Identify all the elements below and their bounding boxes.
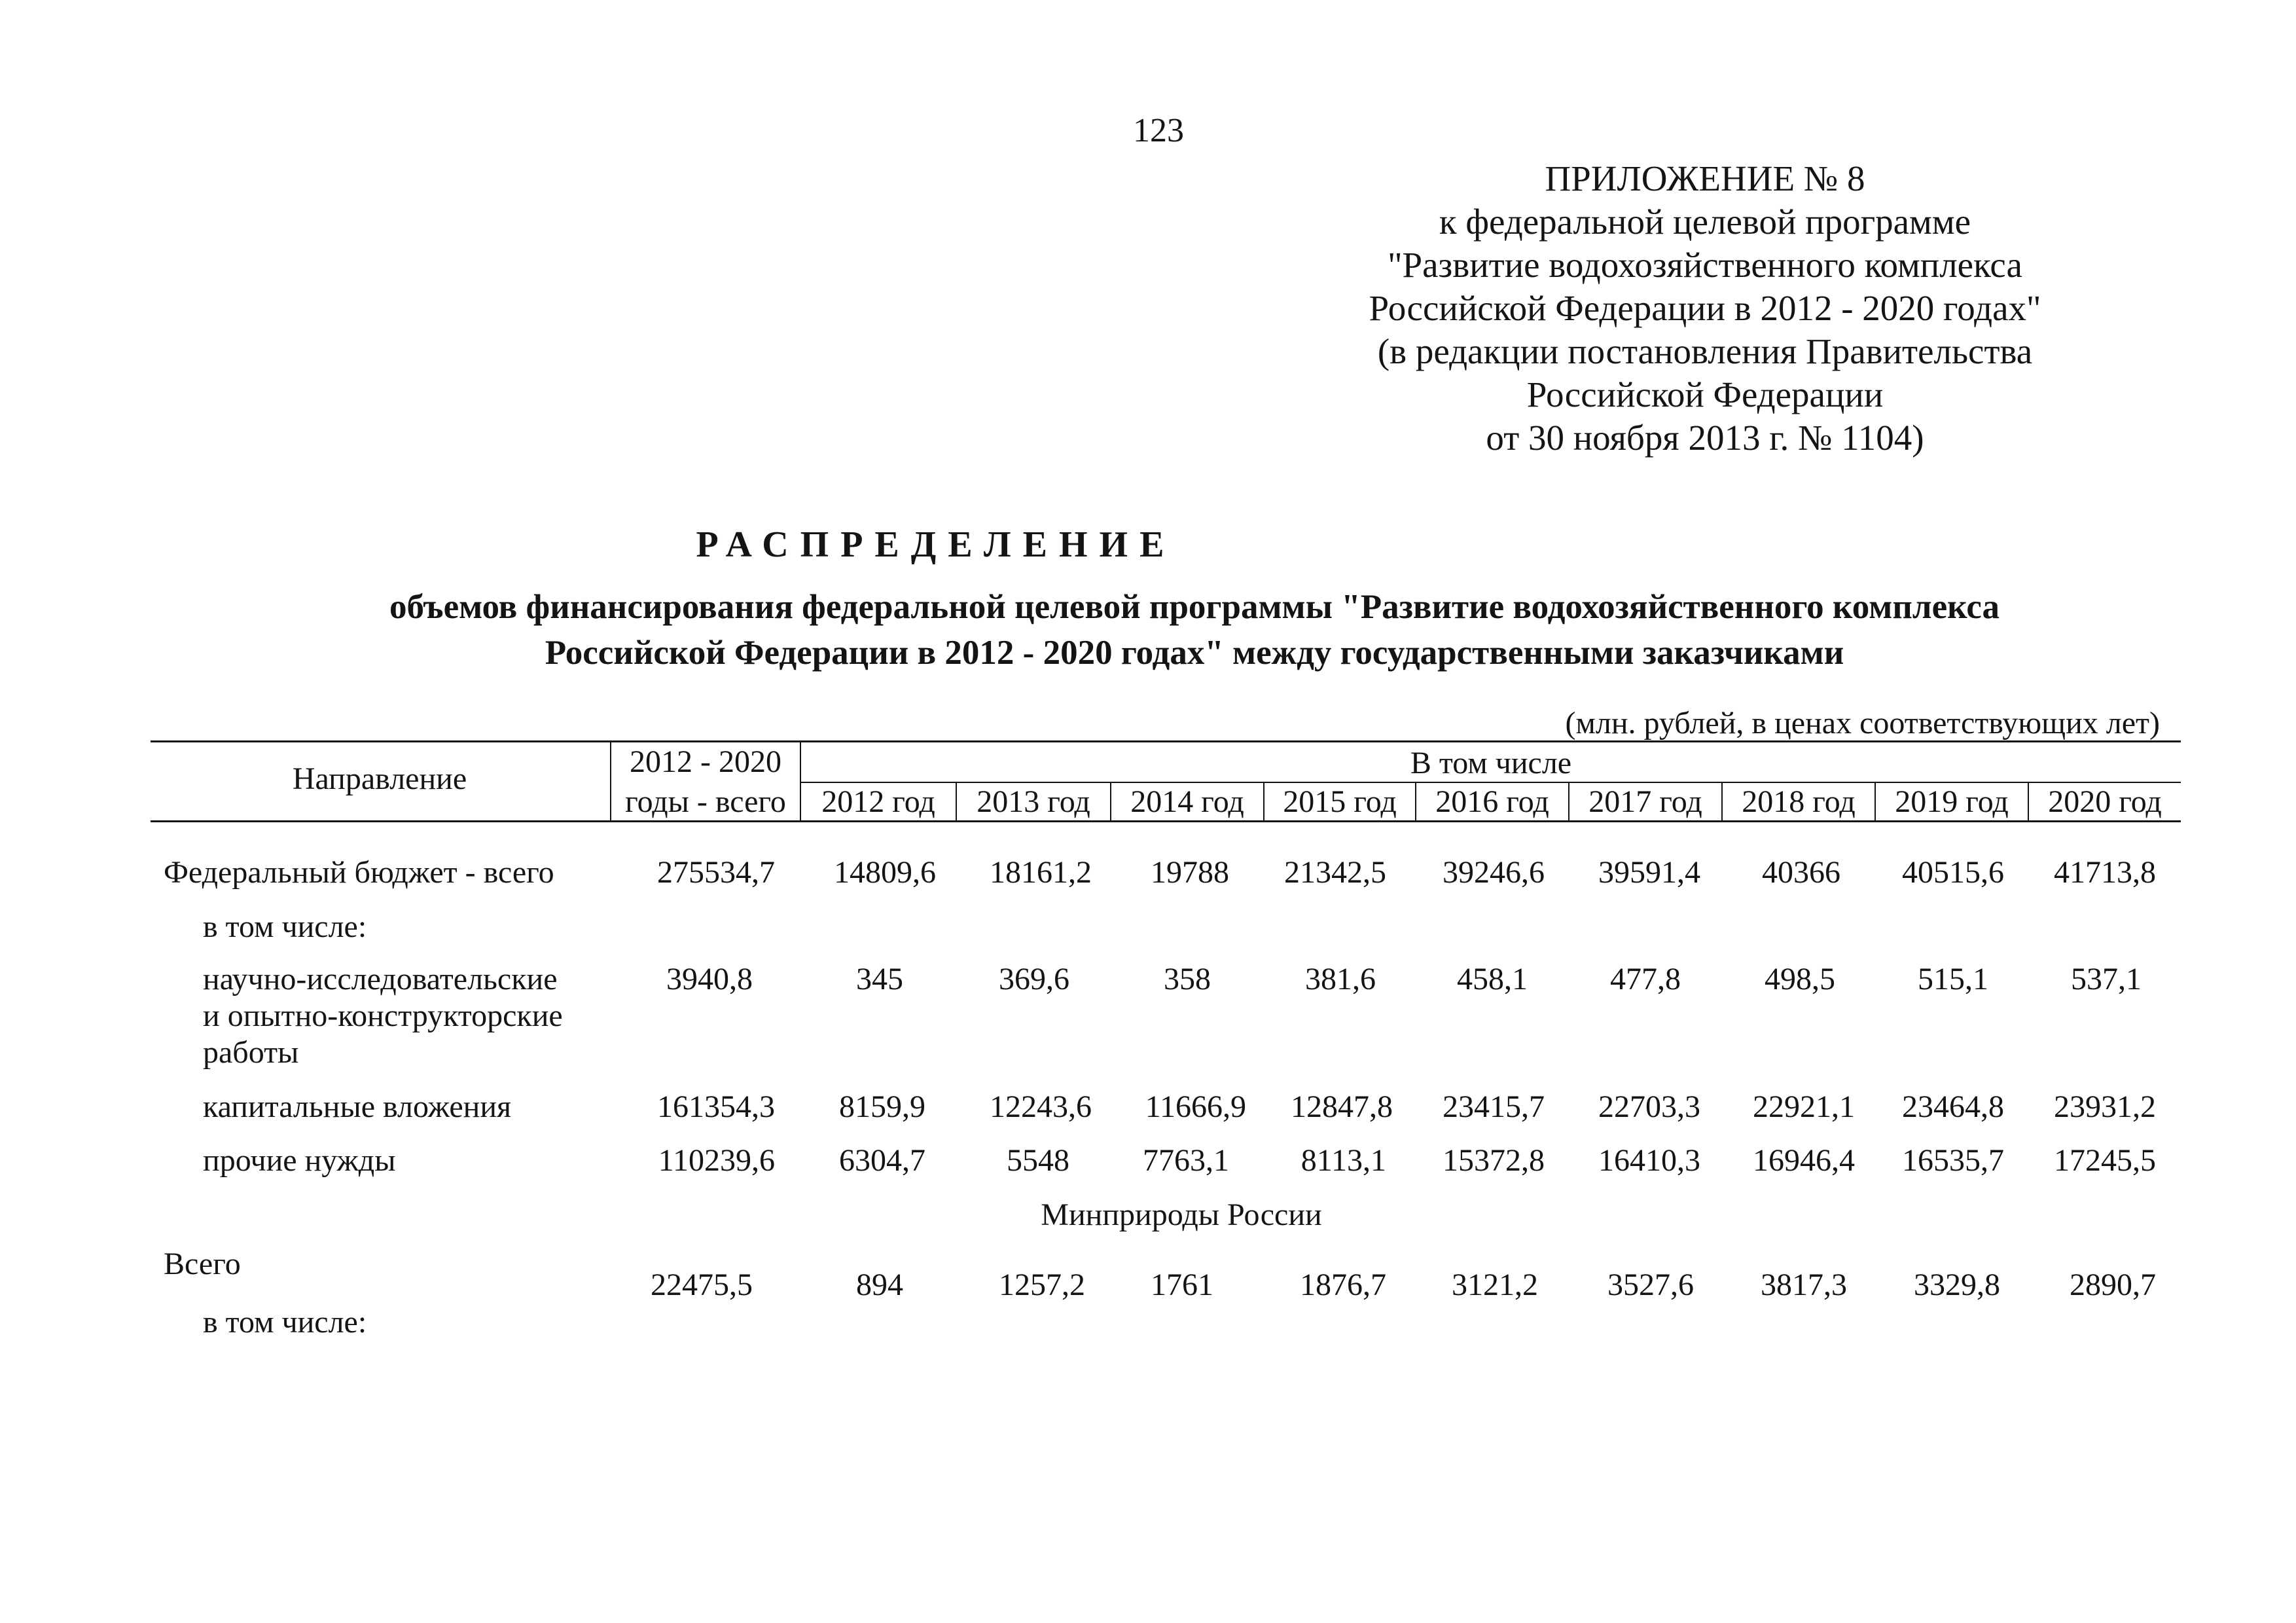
header-year: 2019 год xyxy=(1895,784,2009,819)
header-year: 2020 год xyxy=(2048,784,2162,819)
row-value: 8159,9 xyxy=(839,1089,925,1124)
header-year: 2015 год xyxy=(1283,784,1397,819)
row-label xyxy=(203,961,563,1071)
section-heading: Минприроды России xyxy=(1041,1197,1322,1232)
row-value: 1876,7 xyxy=(1300,1267,1386,1302)
row-value: 3121,2 xyxy=(1452,1267,1538,1302)
row-value: 358 xyxy=(1164,962,1211,996)
row-label: прочие нужды xyxy=(203,1143,396,1178)
table-top-rule xyxy=(151,740,2181,742)
appendix-line: Российской Федерации в 2012 - 2020 годах" xyxy=(1369,288,2041,328)
row-label-line: научно-исследовательские xyxy=(203,962,558,996)
row-value: 39591,4 xyxy=(1598,855,1700,890)
row-total: 3940,8 xyxy=(666,962,753,996)
row-value: 1761 xyxy=(1151,1267,1213,1302)
row-value: 16410,3 xyxy=(1598,1143,1700,1178)
row-value: 12847,8 xyxy=(1291,1089,1393,1124)
subtitle-line: объемов финансирования федеральной целевой программы "Развитие водохозяйственного комплекса xyxy=(389,588,2000,626)
row-value: 23464,8 xyxy=(1902,1089,2004,1124)
row-value: 3329,8 xyxy=(1914,1267,2000,1302)
row-label: Всего xyxy=(164,1247,241,1281)
row-value: 477,8 xyxy=(1610,962,1681,996)
row-value: 894 xyxy=(856,1267,903,1302)
header-year: 2012 год xyxy=(821,784,935,819)
row-value: 21342,5 xyxy=(1284,855,1386,890)
row-label: в том числе: xyxy=(203,909,367,944)
row-value: 458,1 xyxy=(1457,962,1528,996)
row-value: 5548 xyxy=(1007,1143,1069,1178)
row-value: 16535,7 xyxy=(1902,1143,2004,1178)
header-year: 2013 год xyxy=(977,784,1090,819)
row-value: 498,5 xyxy=(1765,962,1835,996)
row-value: 18161,2 xyxy=(990,855,1092,890)
row-value: 345 xyxy=(856,962,903,996)
row-value: 7763,1 xyxy=(1143,1143,1229,1178)
row-value: 23415,7 xyxy=(1443,1089,1545,1124)
row-total: 161354,3 xyxy=(657,1089,775,1124)
appendix-line: от 30 ноября 2013 г. № 1104) xyxy=(1486,418,1924,458)
row-value: 40366 xyxy=(1762,855,1840,890)
row-label-line: работы xyxy=(203,1035,299,1070)
header-direction: Направление xyxy=(292,761,467,796)
header-total-line1: 2012 - 2020 xyxy=(630,744,781,779)
appendix-line: Российской Федерации xyxy=(1526,374,1884,414)
row-value: 3817,3 xyxy=(1761,1267,1847,1302)
row-value: 12243,6 xyxy=(990,1089,1092,1124)
appendix-line: (в редакции постановления Правительства xyxy=(1377,331,2033,371)
row-value: 1257,2 xyxy=(999,1267,1085,1302)
appendix-line: "Развитие водохозяйственного комплекса xyxy=(1388,245,2022,285)
header-year: 2018 год xyxy=(1742,784,1856,819)
row-value: 3527,6 xyxy=(1607,1267,1694,1302)
row-value: 22703,3 xyxy=(1598,1089,1700,1124)
document-title: РАСПРЕДЕЛЕНИЕ xyxy=(696,524,1176,565)
row-value: 41713,8 xyxy=(2054,855,2156,890)
row-label-line: и опытно-конструкторские xyxy=(203,998,563,1033)
row-total: 110239,6 xyxy=(658,1143,775,1178)
row-value: 40515,6 xyxy=(1902,855,2004,890)
row-value: 16946,4 xyxy=(1753,1143,1855,1178)
row-value: 537,1 xyxy=(2071,962,2142,996)
row-value: 369,6 xyxy=(999,962,1069,996)
row-total: 22475,5 xyxy=(651,1267,753,1302)
row-label: в том числе: xyxy=(203,1305,367,1340)
header-year: 2016 год xyxy=(1435,784,1549,819)
header-year: 2017 год xyxy=(1588,784,1702,819)
row-value: 17245,5 xyxy=(2054,1143,2156,1178)
document-subtitle xyxy=(0,584,2296,676)
header-including: В том числе xyxy=(1410,746,1572,780)
row-label: капитальные вложения xyxy=(203,1089,512,1124)
units-note: (млн. рублей, в ценах соответствующих лет) xyxy=(1565,706,2160,740)
row-value: 14809,6 xyxy=(834,855,936,890)
header-total-line2: годы - всего xyxy=(625,784,786,819)
years-header-rule xyxy=(800,782,2181,783)
appendix-line: ПРИЛОЖЕНИЕ № 8 xyxy=(1545,158,1865,198)
appendix-line: к федеральной целевой программе xyxy=(1439,202,1971,242)
row-value: 6304,7 xyxy=(839,1143,925,1178)
subtitle-line: Российской Федерации в 2012 - 2020 годах" между государственными заказчиками xyxy=(545,634,1844,672)
row-value: 11666,9 xyxy=(1145,1089,1246,1124)
row-value: 23931,2 xyxy=(2054,1089,2156,1124)
appendix-header xyxy=(1230,157,2179,460)
row-value: 19788 xyxy=(1151,855,1229,890)
row-total: 275534,7 xyxy=(657,855,775,890)
row-value: 381,6 xyxy=(1305,962,1376,996)
row-value: 39246,6 xyxy=(1443,855,1545,890)
header-year: 2014 год xyxy=(1130,784,1244,819)
row-value: 515,1 xyxy=(1918,962,1988,996)
row-value: 15372,8 xyxy=(1443,1143,1545,1178)
row-value: 8113,1 xyxy=(1300,1143,1386,1178)
row-label: Федеральный бюджет - всего xyxy=(164,855,554,890)
row-value: 22921,1 xyxy=(1753,1089,1855,1124)
page-number: 123 xyxy=(1133,112,1184,149)
row-value: 2890,7 xyxy=(2070,1267,2156,1302)
table-header-bottom-rule xyxy=(151,820,2181,822)
